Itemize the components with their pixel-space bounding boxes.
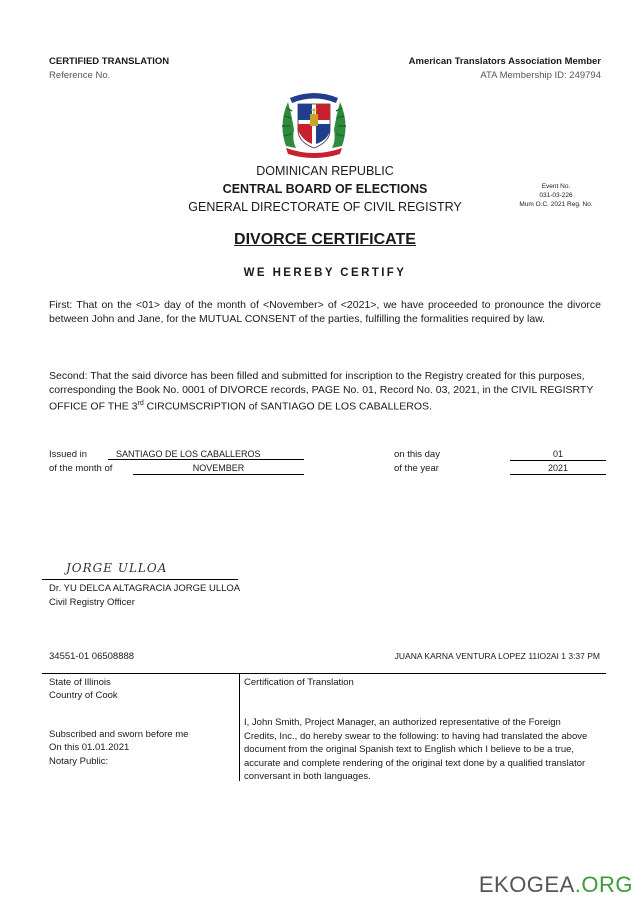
site-watermark [479,872,633,898]
document-title: DIVORCE CERTIFICATE [234,231,416,248]
issued-in-label: Issued in [49,449,88,460]
ordinal-suffix: rd [137,400,144,407]
notary-county: Country of Cook [49,690,118,701]
certification-title: Certification of Translation [244,677,354,688]
ata-member-title: American Translators Association Member [408,56,601,67]
table-divider [239,673,240,781]
certification-body: I, John Smith, Project Manager, an authorized representative of the Foreign Credits, Inc., do hereby swear to the following: to having had translated the above document from the original Spanish text to English which I believe to be a true, accurate and complete rendering of the original text done by a qualified translator conversant in both languages. [244,717,588,782]
certify-heading: WE HEREBY CERTIFY [243,267,407,279]
second-paragraph [49,369,601,414]
issued-in-value: SANTIAGO DE LOS CABALLEROS [108,448,304,460]
signature-line [42,579,238,580]
month-value: NOVEMBER [133,462,304,475]
officer-name: Dr. YU DELCA ALTAGRACIA JORGE ULLOA [49,583,241,594]
notary-date: On this 01.01.2021 [49,742,130,753]
certified-translation-title: CERTIFIED TRANSLATION [49,56,170,67]
second-paragraph-text: Second: That the said divorce has been filled and submitted for inscription to the Registry created for this purposes, corresponding the Book No. 0001 of DIVORCE records, PAGE No. 01, Record No. 03, 2021, in the CIVIL REGISRTY OFFICE OF THE 3 [49,370,594,413]
board-title: CENTRAL BOARD OF ELECTIONS [222,182,428,196]
registry-number: Mum O.C. 2021 Reg. No. [519,201,593,208]
ata-membership-id: ATA Membership ID: 249794 [480,70,601,81]
year-value: 2021 [510,462,606,475]
second-paragraph-text-end: CIRCUMSCRIPTION of SANTIAGO DE LOS CABALLEROS. [143,400,432,413]
event-number-value: 031-03-226 [539,192,573,199]
day-label: on this day [394,449,440,460]
document-code: 34551-01 06508888 [49,651,135,662]
notary-state: State of Illinois [49,677,111,688]
reference-number-label: Reference No. [49,70,111,81]
first-paragraph: First: That on the <01> day of the month of <November> of <2021>, we have proceeded to pronounce the divorce between John and Jane, for the MUTUAL CONSENT of the parties, fulfilling the formalities required by law. [49,299,601,325]
coat-of-arms-icon [276,86,352,158]
month-label: of the month of [49,463,113,474]
notary-sworn: Subscribed and sworn before me [49,729,189,740]
handwritten-signature: JORGE ULLOA [66,561,168,575]
issuer-code: JUANA KARNA VENTURA LOPEZ 11IO2AI 1 3:37 PM [394,651,600,661]
directorate-title: GENERAL DIRECTORATE OF CIVIL REGISTRY [188,200,462,214]
year-label: of the year [394,463,439,474]
table-top-border [42,673,606,674]
day-value: 01 [510,448,606,461]
country-title: DOMINICAN REPUBLIC [256,164,394,178]
officer-title: Civil Registry Officer [49,597,135,608]
notary-public: Notary Public: [49,756,109,767]
event-number-label: Event No. [541,183,571,190]
watermark-name: EKOGEA [478,872,575,897]
watermark-domain: .ORG [574,872,633,897]
